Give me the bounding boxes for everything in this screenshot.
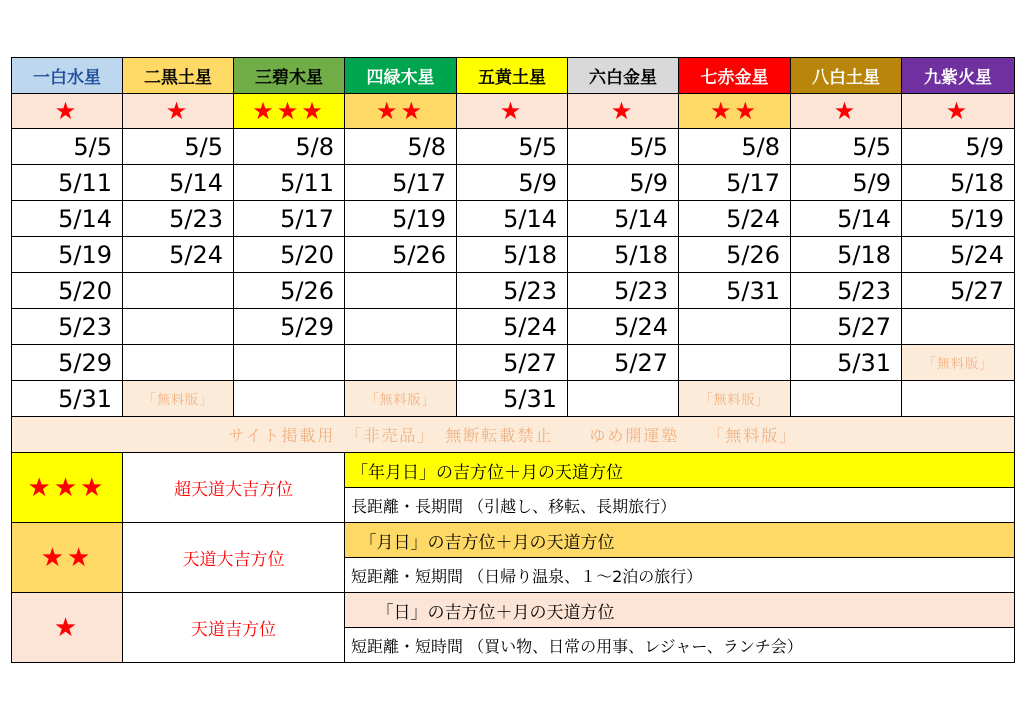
star-name-header: 五黄土星 (457, 58, 568, 94)
legend-row (12, 453, 1015, 488)
date-row (12, 165, 1015, 201)
date-cell: 5/23 (457, 273, 568, 309)
date-cell (902, 381, 1015, 417)
date-cell: 5/9 (791, 165, 902, 201)
date-cell: 5/14 (12, 201, 123, 237)
rank-stars: ★★ (679, 94, 791, 129)
date-cell: 5/19 (345, 201, 457, 237)
date-cell (234, 345, 345, 381)
rank-stars: ★★ (345, 94, 457, 129)
date-cell (345, 273, 457, 309)
star-name-header: 八白土星 (791, 58, 902, 94)
star-name-header: 一白水星 (12, 58, 123, 94)
date-cell: 5/8 (345, 129, 457, 165)
date-cell: 5/18 (791, 237, 902, 273)
rank-stars: ★ (568, 94, 679, 129)
star-name-header: 七赤金星 (679, 58, 791, 94)
date-cell: 5/18 (568, 237, 679, 273)
date-row (12, 309, 1015, 345)
date-row (12, 201, 1015, 237)
legend-stars: ★★★ (12, 453, 123, 523)
date-cell: 5/19 (902, 201, 1015, 237)
date-cell: 5/31 (791, 345, 902, 381)
legend-stars: ★ (12, 593, 123, 663)
rank-stars: ★★★ (234, 94, 345, 129)
date-row (12, 237, 1015, 273)
legend-row (12, 523, 1015, 558)
date-cell (123, 345, 234, 381)
date-cell: 5/8 (679, 129, 791, 165)
date-cell: 5/5 (457, 129, 568, 165)
date-cell: 5/27 (568, 345, 679, 381)
date-cell (234, 381, 345, 417)
date-cell: 5/29 (234, 309, 345, 345)
legend-detail: 短距離・短時間 （買い物、日常の用事、レジャー、ランチ会） (345, 628, 1015, 663)
date-cell: 5/8 (234, 129, 345, 165)
date-cell (568, 381, 679, 417)
date-cell (123, 309, 234, 345)
date-cell: 5/27 (457, 345, 568, 381)
date-cell: 5/11 (12, 165, 123, 201)
date-cell: 5/24 (902, 237, 1015, 273)
date-cell: 5/24 (123, 237, 234, 273)
rank-stars: ★ (902, 94, 1015, 129)
date-cell: 5/27 (791, 309, 902, 345)
free-version-label: 「無料版」 (679, 381, 791, 417)
date-cell: 5/31 (679, 273, 791, 309)
date-cell (123, 273, 234, 309)
date-cell: 5/26 (679, 237, 791, 273)
date-cell: 5/23 (568, 273, 679, 309)
date-row (12, 345, 1015, 381)
date-cell: 5/26 (345, 237, 457, 273)
date-cell: 5/9 (568, 165, 679, 201)
legend-detail: 短距離・短期間 （日帰り温泉、１～2泊の旅行） (345, 558, 1015, 593)
date-cell: 5/24 (457, 309, 568, 345)
date-cell: 5/17 (679, 165, 791, 201)
star-name-header: 二黒土星 (123, 58, 234, 94)
lucky-direction-table (11, 57, 1015, 663)
star-name-header: 四緑木星 (345, 58, 457, 94)
star-name-header: 九紫火星 (902, 58, 1015, 94)
date-row (12, 381, 1015, 417)
star-name-header: 三碧木星 (234, 58, 345, 94)
rank-stars: ★ (123, 94, 234, 129)
rank-stars: ★ (12, 94, 123, 129)
legend-description: 「年月日」の吉方位＋月の天道方位 (345, 453, 1015, 488)
date-cell: 5/20 (234, 237, 345, 273)
date-cell (679, 345, 791, 381)
legend-name: 超天道大吉方位 (123, 453, 345, 523)
date-cell: 5/9 (902, 129, 1015, 165)
legend-description: 「日」の吉方位＋月の天道方位 (345, 593, 1015, 628)
date-cell: 5/14 (123, 165, 234, 201)
date-cell: 5/29 (12, 345, 123, 381)
date-cell: 5/5 (12, 129, 123, 165)
date-cell: 5/18 (902, 165, 1015, 201)
date-cell: 5/24 (679, 201, 791, 237)
date-cell: 5/5 (568, 129, 679, 165)
watermark-text: サイト掲載用 「非売品」 無断転載禁止 ゆめ開運塾 「無料版」 (12, 417, 1015, 453)
date-cell: 5/31 (457, 381, 568, 417)
date-cell: 5/17 (345, 165, 457, 201)
date-cell (902, 309, 1015, 345)
legend-row (12, 593, 1015, 628)
date-cell: 5/19 (12, 237, 123, 273)
legend-name: 天道吉方位 (123, 593, 345, 663)
date-cell: 5/5 (123, 129, 234, 165)
legend-detail: 長距離・長期間 （引越し、移転、長期旅行） (345, 488, 1015, 523)
free-version-label: 「無料版」 (123, 381, 234, 417)
star-name-header: 六白金星 (568, 58, 679, 94)
date-cell: 5/11 (234, 165, 345, 201)
date-cell: 5/24 (568, 309, 679, 345)
date-row (12, 129, 1015, 165)
date-cell: 5/23 (123, 201, 234, 237)
date-cell: 5/26 (234, 273, 345, 309)
legend-stars: ★★ (12, 523, 123, 593)
watermark-row (12, 417, 1015, 453)
legend-name: 天道大吉方位 (123, 523, 345, 593)
free-version-label: 「無料版」 (902, 345, 1015, 381)
date-cell: 5/18 (457, 237, 568, 273)
legend-description: 「月日」の吉方位＋月の天道方位 (345, 523, 1015, 558)
date-cell: 5/17 (234, 201, 345, 237)
date-cell (345, 345, 457, 381)
free-version-label: 「無料版」 (345, 381, 457, 417)
date-cell (679, 309, 791, 345)
rank-row (12, 94, 1015, 129)
date-cell: 5/20 (12, 273, 123, 309)
date-cell (791, 381, 902, 417)
date-cell: 5/14 (568, 201, 679, 237)
rank-stars: ★ (457, 94, 568, 129)
date-cell: 5/9 (457, 165, 568, 201)
date-cell (345, 309, 457, 345)
date-cell: 5/31 (12, 381, 123, 417)
date-cell: 5/27 (902, 273, 1015, 309)
header-row (12, 58, 1015, 94)
date-cell: 5/14 (457, 201, 568, 237)
date-cell: 5/23 (12, 309, 123, 345)
date-cell: 5/23 (791, 273, 902, 309)
date-cell: 5/5 (791, 129, 902, 165)
date-cell: 5/14 (791, 201, 902, 237)
date-row (12, 273, 1015, 309)
rank-stars: ★ (791, 94, 902, 129)
